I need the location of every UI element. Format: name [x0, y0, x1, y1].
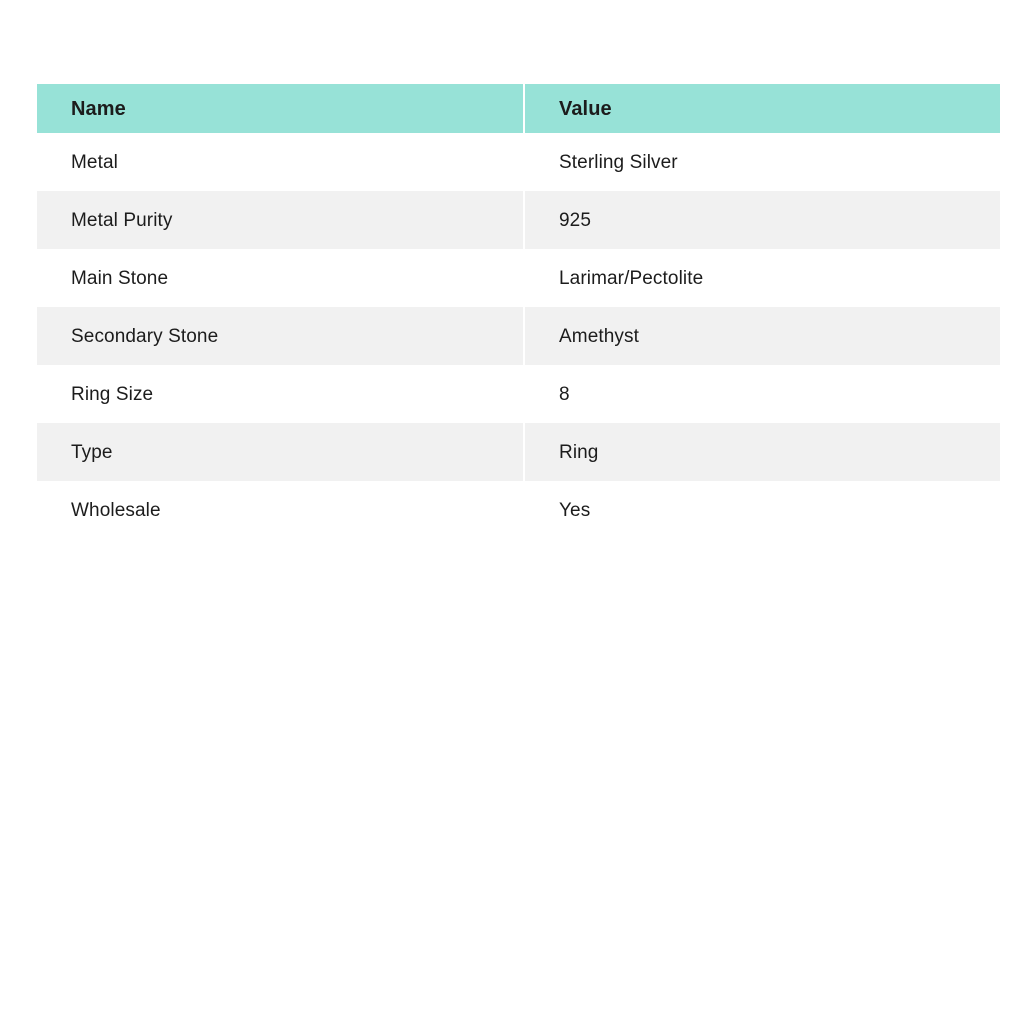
- spec-value-cell: Yes: [525, 481, 1000, 539]
- table-row: [37, 481, 1000, 539]
- spec-value-cell: 8: [525, 365, 1000, 423]
- table-row: [37, 307, 1000, 365]
- spec-name-cell: Metal Purity: [37, 191, 523, 249]
- spec-value-cell: Larimar/Pectolite: [525, 249, 1000, 307]
- header-cell-value: Value: [525, 84, 1000, 133]
- spec-name-cell: Type: [37, 423, 523, 481]
- product-spec-table: [37, 84, 1000, 539]
- spec-name-cell: Wholesale: [37, 481, 523, 539]
- header-cell-name: Name: [37, 84, 523, 133]
- table-row: [37, 423, 1000, 481]
- spec-value-cell: Sterling Silver: [525, 133, 1000, 191]
- spec-value-cell: 925: [525, 191, 1000, 249]
- table-row: [37, 133, 1000, 191]
- spec-value-cell: Ring: [525, 423, 1000, 481]
- table-row: [37, 249, 1000, 307]
- spec-value-cell: Amethyst: [525, 307, 1000, 365]
- table-header-row: [37, 84, 1000, 133]
- table-row: [37, 191, 1000, 249]
- spec-name-cell: Secondary Stone: [37, 307, 523, 365]
- spec-name-cell: Metal: [37, 133, 523, 191]
- spec-name-cell: Ring Size: [37, 365, 523, 423]
- spec-name-cell: Main Stone: [37, 249, 523, 307]
- table-row: [37, 365, 1000, 423]
- table-body: [37, 133, 1000, 539]
